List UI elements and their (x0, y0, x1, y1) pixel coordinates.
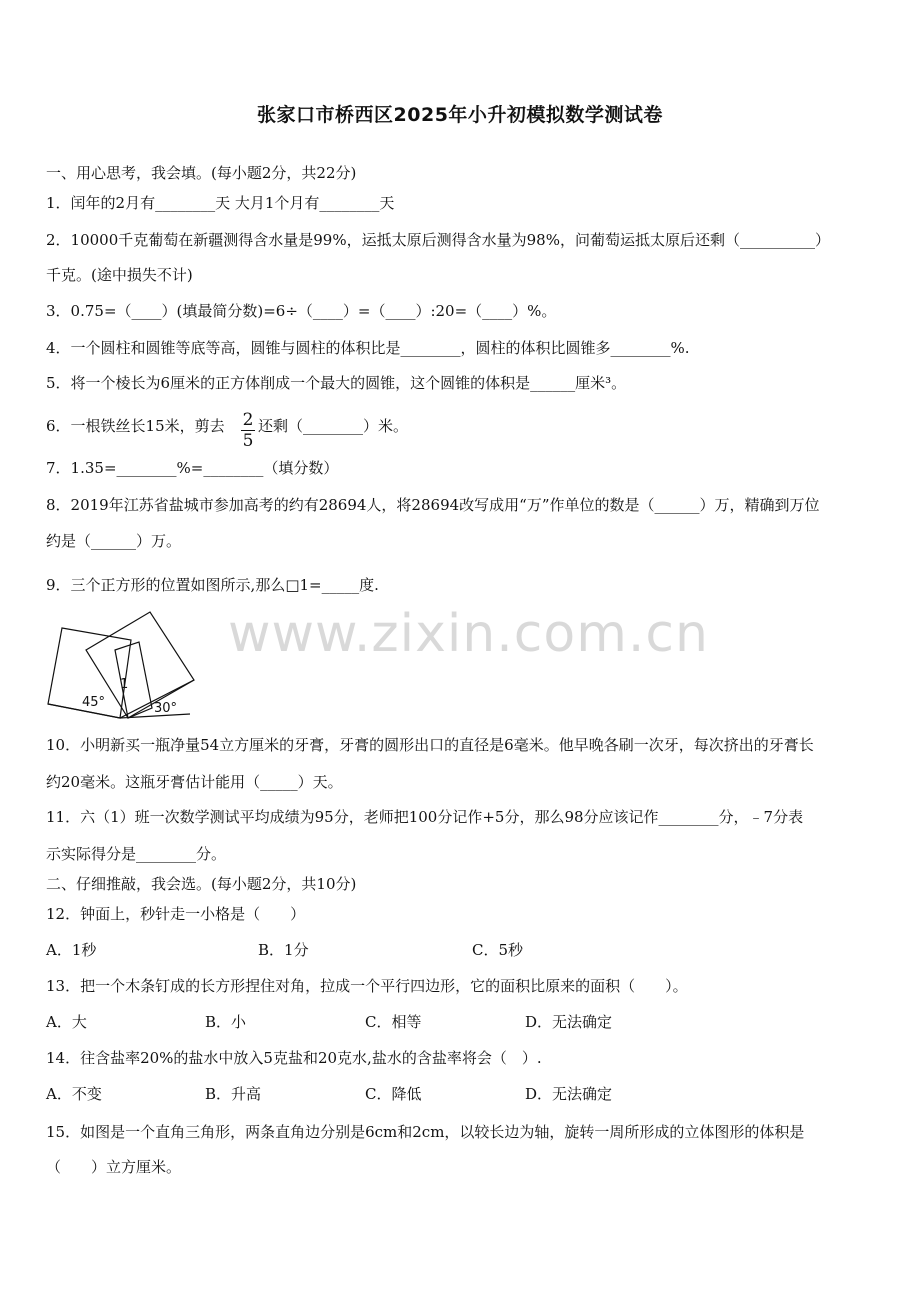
question-13: 13．把一个木条钉成的长方形捏住对角，拉成一个平行四边形，它的面积比原来的面积（ ）。 (46, 977, 688, 995)
question-14-option-a: A．不变 (46, 1085, 102, 1103)
page-title: 张家口市桥西区2025年小升初模拟数学测试卷 (257, 104, 663, 126)
question-2-line-2: 千克。(途中损失不计) (46, 266, 193, 284)
question-12-option-c: C．5秒 (472, 941, 524, 959)
question-8-line-1: 8．2019年江苏省盐城市参加高考的约有28694人，将28694改写成用“万”作单位的数是（______）万，精确到万位 (46, 496, 820, 514)
question-3: 3．0.75=（____）(填最简分数)=6÷（____）=（____）:20=（____）%。 (46, 302, 557, 320)
question-14-option-c: C．降低 (365, 1085, 422, 1103)
fraction-two-fifths (240, 410, 256, 451)
fraction-denominator: 5 (242, 431, 254, 451)
question-13-option-c: C．相等 (365, 1013, 422, 1031)
section-2-heading: 二、仔细推敲，我会选。(每小题2分，共10分) (46, 875, 357, 893)
question-12: 12．钟面上，秒针走一小格是（ ） (46, 905, 306, 923)
question-15-line-2: （ ）立方厘米。 (46, 1158, 182, 1176)
three-squares-figure (44, 608, 214, 720)
question-1: 1．闰年的2月有________天 大月1个月有________天 (46, 194, 395, 212)
question-6-prefix: 6．一根铁丝长15米，剪去 (46, 417, 225, 435)
question-14: 14．往含盐率20%的盐水中放入5克盐和20克水,盐水的含盐率将会（ ）. (46, 1049, 542, 1067)
angle-label-left: 45° (82, 695, 106, 710)
question-11-line-2: 示实际得分是________分。 (46, 845, 227, 863)
question-8-line-2: 约是（______）万。 (46, 532, 182, 550)
question-14-option-b: B．升高 (205, 1085, 262, 1103)
section-1-heading: 一、用心思考，我会填。(每小题2分，共22分) (46, 164, 357, 182)
watermark: www.zixin.com.cn (228, 604, 709, 664)
question-13-option-b: B．小 (205, 1013, 247, 1031)
angle-label-1: 1 (120, 677, 129, 692)
question-6-suffix: 还剩（________）米。 (258, 417, 409, 435)
question-5: 5．将一个棱长为6厘米的正方体削成一个最大的圆锥，这个圆锥的体积是______厘米³。 (46, 374, 627, 392)
question-14-option-d: D．无法确定 (525, 1085, 613, 1103)
fraction-numerator: 2 (242, 410, 254, 430)
question-10-line-2: 约20毫米。这瓶牙膏估计能用（_____）天。 (46, 773, 343, 791)
question-7: 7．1.35=________%=________（填分数） (46, 459, 339, 477)
question-13-option-d: D．无法确定 (525, 1013, 613, 1031)
question-15-line-1: 15．如图是一个直角三角形，两条直角边分别是6cm和2cm，以较长边为轴，旋转一周所形成的立体图形的体积是 (46, 1123, 805, 1141)
question-12-option-a: A．1秒 (46, 941, 97, 959)
question-9: 9．三个正方形的位置如图所示,那么□1=_____度. (46, 576, 379, 594)
question-10-line-1: 10．小明新买一瓶净量54立方厘米的牙膏，牙膏的圆形出口的直径是6毫米。他早晚各刷一次牙，每次挤出的牙膏长 (46, 736, 814, 754)
angle-label-right: 30° (154, 701, 178, 716)
question-2-line-1: 2．10000千克葡萄在新疆测得含水量是99%，运抵太原后测得含水量为98%，问葡萄运抵太原后还剩（__________） (46, 231, 830, 249)
question-4: 4．一个圆柱和圆锥等底等高，圆锥与圆柱的体积比是________，圆柱的体积比圆锥多________%. (46, 339, 690, 357)
question-11-line-1: 11．六（1）班一次数学测试平均成绩为95分，老师把100分记作+5分，那么98分应该记作________分，﹣7分表 (46, 808, 804, 826)
question-13-option-a: A．大 (46, 1013, 87, 1031)
question-12-option-b: B．1分 (258, 941, 309, 959)
